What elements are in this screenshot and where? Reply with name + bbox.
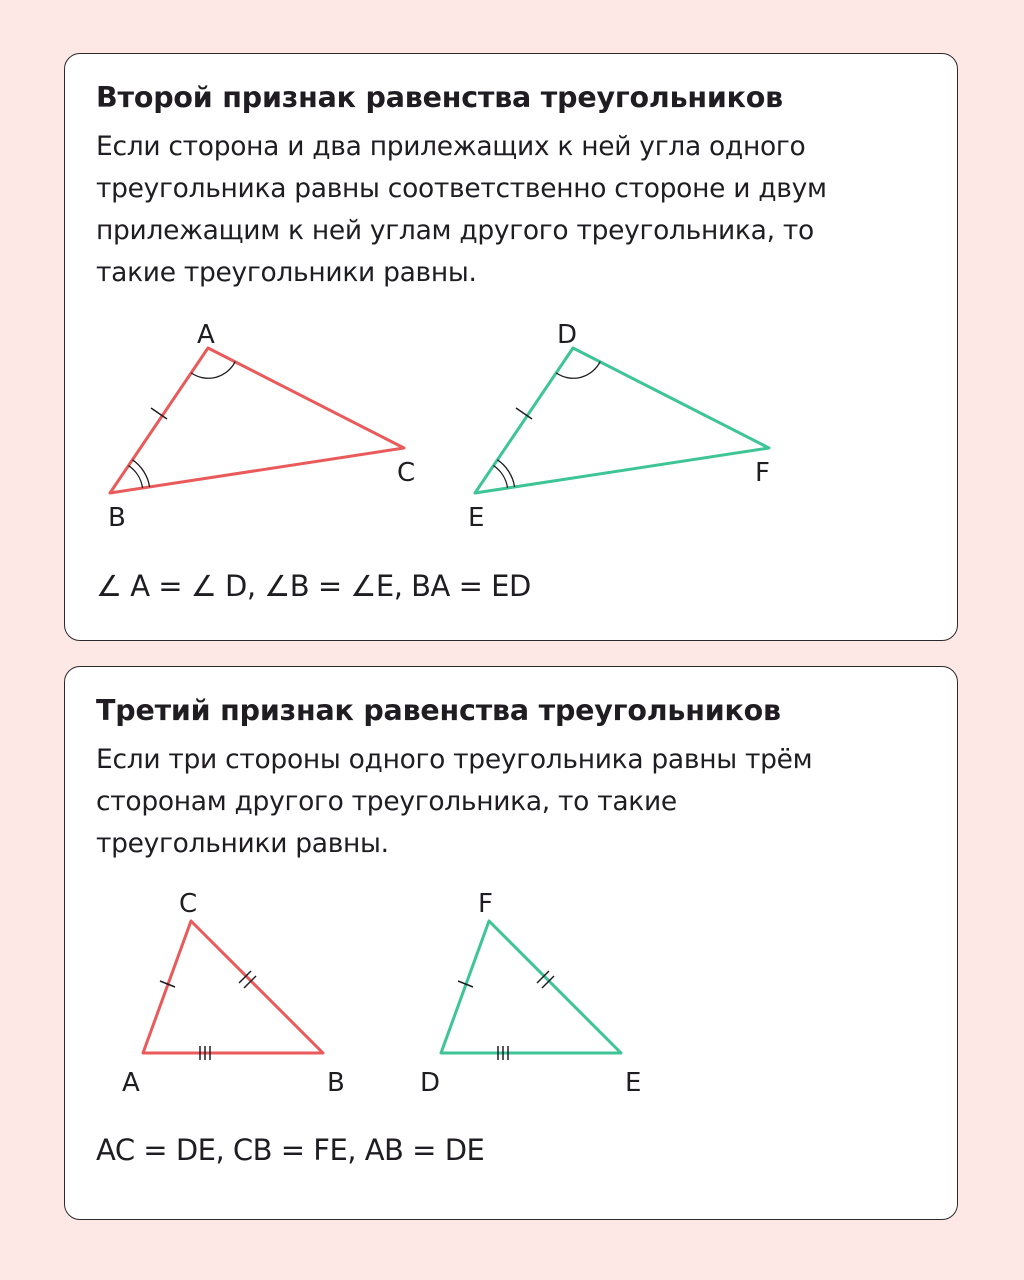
vertex-label-d: D	[557, 320, 578, 350]
vertex-label-b: B	[108, 503, 126, 533]
triangle-def	[468, 320, 770, 533]
triangle-abc-shape	[110, 348, 404, 493]
section-title: Третий признак равенства треугольников	[96, 694, 781, 727]
vertex-label-f: F	[478, 889, 493, 919]
triangle-def-shape	[475, 348, 769, 493]
text-line: треугольника равны соответственно стороне и двум	[96, 173, 827, 204]
vertex-label-b: B	[327, 1068, 345, 1098]
vertex-label-e: E	[625, 1068, 642, 1098]
triangle-cab-shape	[143, 921, 323, 1053]
triangle-fde	[420, 889, 641, 1098]
card-second-criterion	[64, 53, 958, 641]
triangle-cab	[122, 889, 345, 1098]
section-title: Второй признак равенства треугольников	[96, 81, 784, 114]
text-line: прилежащим к ней углам другого треугольника, то	[96, 215, 814, 246]
text-line: треугольники равны.	[96, 828, 389, 859]
text-line: сторонам другого треугольника, то такие	[96, 786, 677, 817]
equality-statement: AC = DE, CB = FE, AB = DE	[96, 1133, 485, 1167]
vertex-label-c: C	[397, 458, 416, 488]
vertex-label-e: E	[468, 503, 485, 533]
text-line: такие треугольники равны.	[96, 257, 477, 288]
vertex-label-a: A	[197, 320, 215, 350]
vertex-label-a: A	[122, 1068, 140, 1098]
triangles-diagram	[65, 54, 959, 642]
vertex-label-f: F	[755, 458, 770, 488]
vertex-label-d: D	[420, 1068, 441, 1098]
angle-mark-b-inner	[129, 466, 143, 488]
triangle-abc	[108, 320, 415, 533]
card-third-criterion	[64, 666, 958, 1220]
vertex-label-c: C	[179, 889, 198, 919]
equality-statement: ∠ A = ∠ D, ∠B = ∠E, BA = ED	[96, 569, 531, 603]
text-line: Если три стороны одного треугольника равны трём	[96, 744, 813, 775]
triangle-fde-shape	[441, 921, 621, 1053]
text-line: Если сторона и два прилежащих к ней угла одного	[96, 131, 806, 162]
angle-mark-e-inner	[494, 466, 508, 488]
